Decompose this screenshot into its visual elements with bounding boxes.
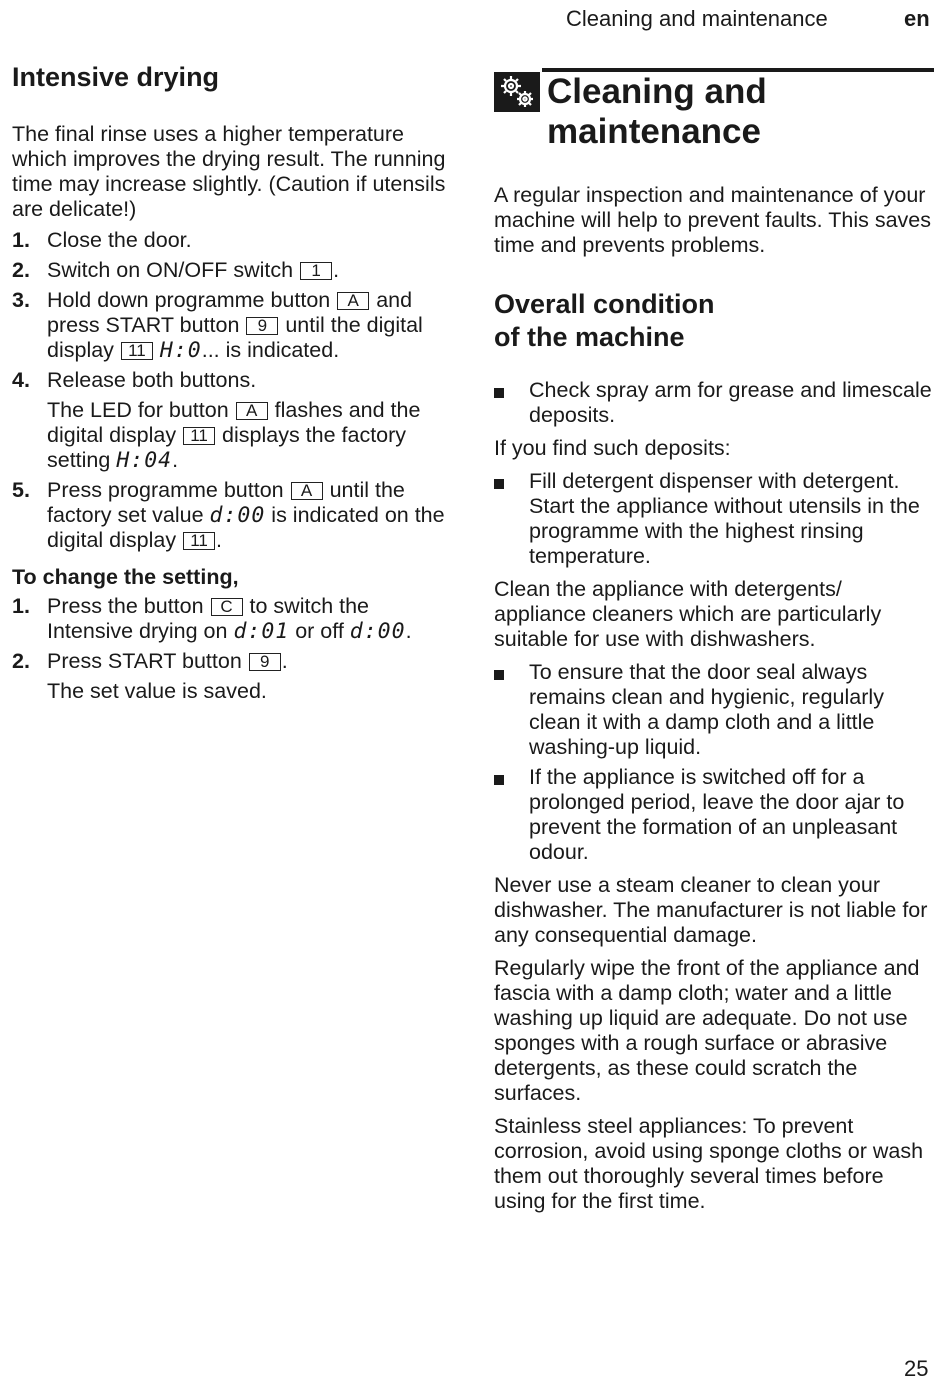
step-text: until the digital display bbox=[47, 313, 423, 362]
clean-paragraph: Clean the appliance with detergents/ appliance cleaners which are particularly suitable for use with dishwashers. bbox=[494, 577, 882, 651]
right-column bbox=[494, 183, 934, 1214]
chapter-title bbox=[547, 72, 767, 152]
chapter-intro: A regular inspection and maintenance of your machine will help to prevent faults. This saves time and prevents problems. bbox=[494, 183, 931, 257]
intensive-drying-intro: The final rinse uses a higher temperature which improves the drying result. The running time may increase slightly. (Caution if utensils are delicate!) bbox=[12, 122, 446, 221]
step-number: 4. bbox=[12, 368, 30, 392]
step-number: 2. bbox=[12, 258, 30, 282]
bullet-text: Fill detergent dispenser with detergent. Start the appliance without utensils in the programme with the highest rinsing temperature. bbox=[529, 469, 920, 568]
step-text: is indicated on the digital display bbox=[47, 503, 445, 552]
if-found-text: If you find such deposits: bbox=[494, 436, 731, 460]
step-text: Release both buttons. bbox=[47, 368, 257, 392]
step-number: 1. bbox=[12, 594, 30, 618]
button-reference-box: A bbox=[236, 402, 268, 420]
gears-icon bbox=[494, 72, 540, 112]
step-text: The LED for button bbox=[47, 398, 235, 422]
display-reference-box: 11 bbox=[183, 532, 215, 550]
bullet-item bbox=[494, 765, 934, 865]
segment-display-value: H:04 bbox=[116, 448, 173, 473]
button-reference-box: 9 bbox=[246, 317, 278, 335]
step-text: . bbox=[172, 448, 179, 472]
chapter-title-line: maintenance bbox=[547, 112, 761, 151]
segment-display-value: d:01 bbox=[233, 619, 290, 644]
stainless-paragraph: Stainless steel appliances: To prevent corrosion, avoid using sponge cloths or wash them out thoroughly several times before using for the first time. bbox=[494, 1114, 924, 1213]
running-header-section: Cleaning and maintenance bbox=[566, 6, 828, 31]
step-text: Close the door. bbox=[47, 228, 192, 252]
step-text: ... is indicated. bbox=[201, 338, 340, 362]
bullet-square-icon bbox=[494, 775, 504, 785]
step-text: Hold down programme button bbox=[47, 288, 337, 312]
bullet-item bbox=[494, 660, 934, 760]
display-reference-box: 11 bbox=[183, 427, 215, 445]
bullet-text: If the appliance is switched off for a prolonged period, leave the door ajar to prevent the formation of an unpleasant odour. bbox=[529, 765, 905, 864]
bullet-list bbox=[494, 378, 934, 428]
step-text: . bbox=[281, 649, 288, 673]
step-2 bbox=[12, 258, 457, 283]
heading-line: Overall condition bbox=[494, 289, 715, 319]
step-text: . bbox=[333, 258, 340, 282]
button-reference-box: A bbox=[291, 482, 323, 500]
step-number: 5. bbox=[12, 478, 30, 502]
bullet-list bbox=[494, 660, 934, 865]
overall-condition-heading bbox=[494, 288, 934, 354]
page-number: 25 bbox=[904, 1356, 929, 1381]
steam-paragraph: Never use a steam cleaner to clean your dishwasher. The manufacturer is not liable for any consequential damage. bbox=[494, 873, 928, 947]
step-text: . bbox=[405, 619, 412, 643]
step-5 bbox=[12, 478, 457, 553]
step-text: Press the button bbox=[47, 594, 210, 618]
step-note bbox=[47, 398, 457, 473]
wipe-paragraph: Regularly wipe the front of the appliance and fascia with a damp cloth; water and a little washing up liquid are adequate. Do not use sponges with a rough surface or abrasive detergents, as these could scratch the surfaces. bbox=[494, 956, 920, 1105]
button-reference-box: A bbox=[337, 292, 369, 310]
bullet-text: Check spray arm for grease and limescale deposits. bbox=[529, 378, 932, 427]
gears-icon-graphic bbox=[497, 73, 537, 111]
setup-steps bbox=[12, 228, 457, 553]
step-text: to switch the Intensive drying on bbox=[47, 594, 370, 643]
segment-display-value: H:0 bbox=[159, 338, 202, 363]
bullet-square-icon bbox=[494, 388, 504, 398]
button-reference-box: C bbox=[211, 598, 243, 616]
running-header-language: en bbox=[904, 6, 930, 31]
step-text: and press START button bbox=[47, 288, 413, 337]
button-reference-box: 1 bbox=[300, 262, 332, 280]
bullet-square-icon bbox=[494, 479, 504, 489]
change-setting-heading: To change the setting, bbox=[12, 565, 239, 589]
step-3 bbox=[12, 288, 457, 363]
step-text: Press START button bbox=[47, 649, 248, 673]
bullet-list bbox=[494, 469, 934, 569]
step-text: or off bbox=[289, 619, 350, 643]
chapter-title-line: Cleaning and bbox=[547, 72, 767, 111]
intensive-drying-title: Intensive drying bbox=[12, 62, 220, 92]
segment-display-value: d:00 bbox=[349, 619, 406, 644]
segment-display-value: d:00 bbox=[209, 503, 266, 528]
step-text: flashes and the digital display bbox=[47, 398, 421, 447]
heading-line: of the machine bbox=[494, 322, 685, 352]
step-text: displays the factory setting bbox=[47, 423, 407, 472]
change-step-1 bbox=[12, 594, 457, 644]
change-step-2 bbox=[12, 649, 457, 704]
display-reference-box: 11 bbox=[121, 342, 153, 360]
step-number: 3. bbox=[12, 288, 30, 312]
bullet-text: To ensure that the door seal always remains clean and hygienic, regularly clean it with a damp cloth and a little washing-up liquid. bbox=[529, 660, 884, 759]
bullet-square-icon bbox=[494, 670, 504, 680]
step-text: until the factory set value bbox=[47, 478, 405, 527]
step-4 bbox=[12, 368, 457, 473]
button-reference-box: 9 bbox=[249, 653, 281, 671]
step-note: The set value is saved. bbox=[47, 679, 267, 703]
step-text: Switch on ON/OFF switch bbox=[47, 258, 300, 282]
step-text: . bbox=[216, 528, 223, 552]
step-1 bbox=[12, 228, 457, 253]
step-number: 1. bbox=[12, 228, 30, 252]
left-column bbox=[12, 58, 457, 704]
step-number: 2. bbox=[12, 649, 30, 673]
bullet-item bbox=[494, 378, 934, 428]
bullet-item bbox=[494, 469, 934, 569]
change-steps bbox=[12, 594, 457, 704]
step-text: Press programme button bbox=[47, 478, 290, 502]
